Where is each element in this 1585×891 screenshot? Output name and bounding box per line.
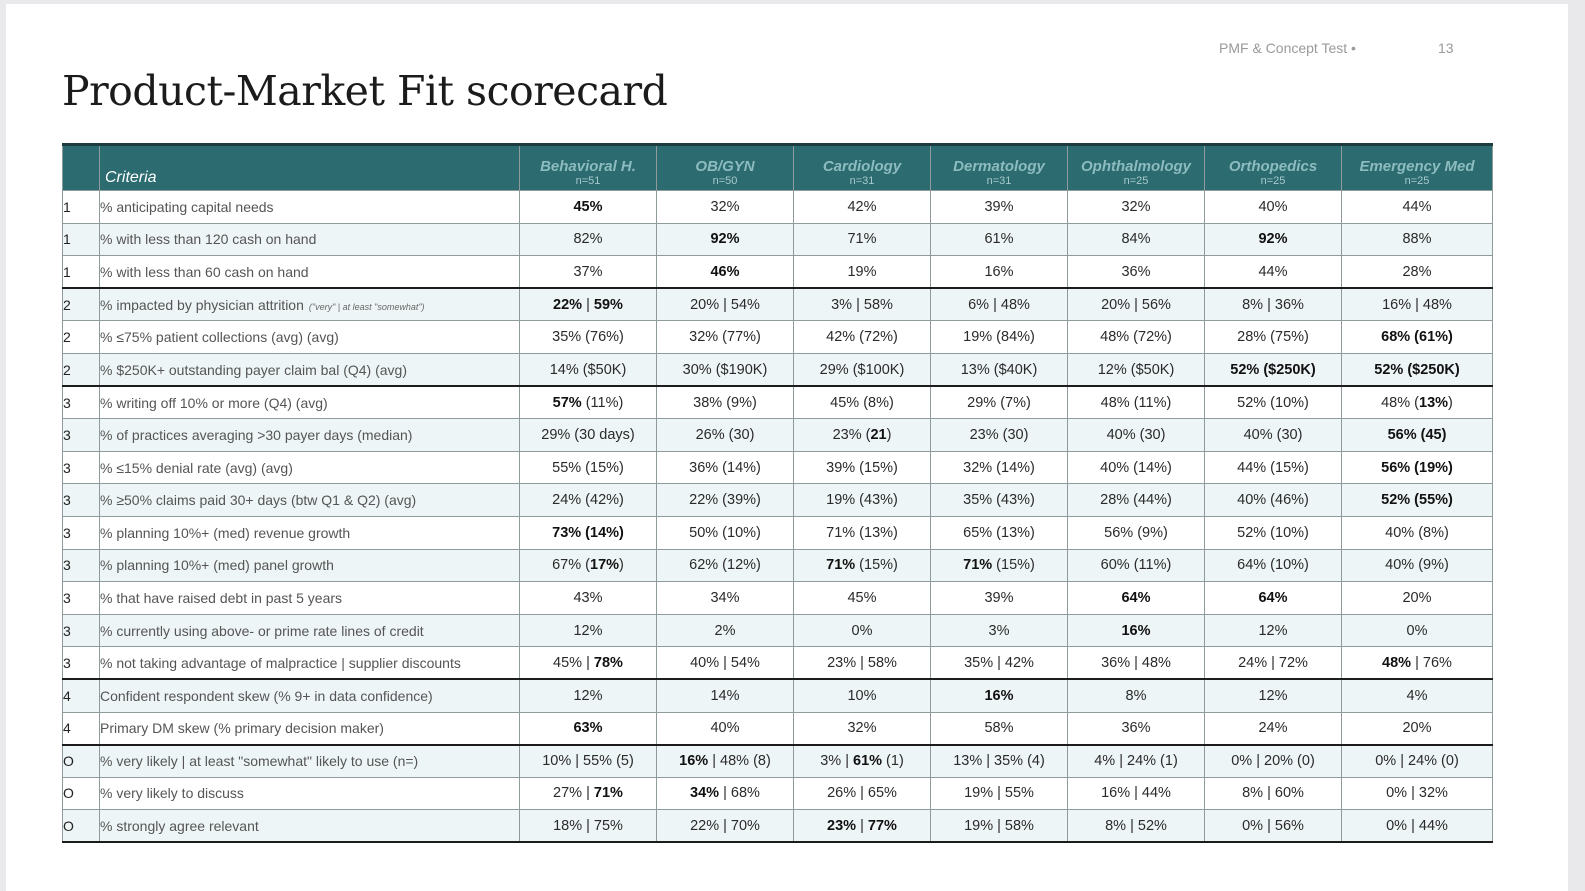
value-cell: 8% | 36% bbox=[1205, 288, 1342, 321]
value-cell: 40% (9%) bbox=[1342, 549, 1493, 582]
sample-size: n=50 bbox=[712, 175, 738, 187]
table-row bbox=[63, 712, 1493, 745]
value-cell: 45% bbox=[794, 582, 931, 615]
value-cell: 0% | 24% (0) bbox=[1342, 745, 1493, 778]
sample-size: n=25 bbox=[1404, 175, 1430, 187]
criteria-cell bbox=[100, 256, 520, 289]
criteria-cell bbox=[100, 321, 520, 354]
value-cell: 16% bbox=[1068, 614, 1205, 647]
value-cell: 20% | 56% bbox=[1068, 288, 1205, 321]
value-cell: 43% bbox=[520, 582, 657, 615]
value-cell: 13% ($40K) bbox=[931, 353, 1068, 386]
value-cell: 20% bbox=[1342, 582, 1493, 615]
criteria-text: % of practices averaging >30 payer days (median) bbox=[100, 426, 413, 443]
group-cell: 4 bbox=[63, 679, 100, 712]
value-cell: 32% bbox=[657, 191, 794, 224]
value-cell: 10% bbox=[794, 679, 931, 712]
value-cell: 92% bbox=[1205, 223, 1342, 256]
value-cell: 36% (14%) bbox=[657, 451, 794, 484]
value-cell: 52% (10%) bbox=[1205, 386, 1342, 419]
table-row bbox=[63, 679, 1493, 712]
value-cell: 84% bbox=[1068, 223, 1205, 256]
value-cell: 0% | 20% (0) bbox=[1205, 745, 1342, 778]
value-cell: 40% (8%) bbox=[1342, 516, 1493, 549]
value-cell: 0% | 44% bbox=[1342, 810, 1493, 843]
sample-size: n=25 bbox=[1123, 175, 1149, 187]
value-cell: 22% | 70% bbox=[657, 810, 794, 843]
value-cell: 12% bbox=[520, 614, 657, 647]
table-row bbox=[63, 256, 1493, 289]
value-cell: 8% | 52% bbox=[1068, 810, 1205, 843]
group-cell: 3 bbox=[63, 516, 100, 549]
sample-size: n=51 bbox=[575, 175, 601, 187]
criteria-cell bbox=[100, 582, 520, 615]
value-cell: 23% | 58% bbox=[794, 647, 931, 680]
criteria-cell bbox=[100, 386, 520, 419]
value-cell: 40% (30) bbox=[1068, 419, 1205, 452]
value-cell: 35% (43%) bbox=[931, 484, 1068, 517]
criteria-cell bbox=[100, 679, 520, 712]
value-cell: 19% (84%) bbox=[931, 321, 1068, 354]
value-cell: 56% (9%) bbox=[1068, 516, 1205, 549]
value-cell: 67% (17%) bbox=[520, 549, 657, 582]
value-cell: 40% bbox=[657, 712, 794, 745]
value-cell: 56% (45) bbox=[1342, 419, 1493, 452]
value-cell: 0% bbox=[794, 614, 931, 647]
value-cell: 42% bbox=[794, 191, 931, 224]
criteria-cell bbox=[100, 777, 520, 810]
value-cell: 23% | 77% bbox=[794, 810, 931, 843]
value-cell: 71% (15%) bbox=[794, 549, 931, 582]
value-cell: 56% (19%) bbox=[1342, 451, 1493, 484]
table-row bbox=[63, 810, 1493, 843]
value-cell: 32% bbox=[1068, 191, 1205, 224]
table-header-row bbox=[63, 145, 1493, 191]
table-row bbox=[63, 288, 1493, 321]
value-cell: 35% | 42% bbox=[931, 647, 1068, 680]
value-cell: 46% bbox=[657, 256, 794, 289]
group-cell: 3 bbox=[63, 614, 100, 647]
value-cell: 4% | 24% (1) bbox=[1068, 745, 1205, 778]
value-cell: 62% (12%) bbox=[657, 549, 794, 582]
specialty-column-header bbox=[657, 145, 794, 191]
value-cell: 73% (14%) bbox=[520, 516, 657, 549]
specialty-column-header bbox=[1205, 145, 1342, 191]
group-cell: 3 bbox=[63, 484, 100, 517]
table-row bbox=[63, 777, 1493, 810]
value-cell: 32% (14%) bbox=[931, 451, 1068, 484]
value-cell: 16% | 44% bbox=[1068, 777, 1205, 810]
criteria-cell bbox=[100, 451, 520, 484]
value-cell: 12% bbox=[1205, 614, 1342, 647]
value-cell: 3% | 61% (1) bbox=[794, 745, 931, 778]
table-row bbox=[63, 353, 1493, 386]
value-cell: 36% bbox=[1068, 712, 1205, 745]
criteria-text: % $250K+ outstanding payer claim bal (Q4) (avg) bbox=[100, 361, 407, 378]
criteria-text: % currently using above- or prime rate lines of credit bbox=[100, 622, 424, 639]
group-cell: 1 bbox=[63, 223, 100, 256]
page-title: Product-Market Fit scorecard bbox=[62, 67, 668, 116]
value-cell: 29% (30 days) bbox=[520, 419, 657, 452]
value-cell: 82% bbox=[520, 223, 657, 256]
group-cell: 3 bbox=[63, 549, 100, 582]
value-cell: 22% (39%) bbox=[657, 484, 794, 517]
value-cell: 88% bbox=[1342, 223, 1493, 256]
value-cell: 14% ($50K) bbox=[520, 353, 657, 386]
value-cell: 18% | 75% bbox=[520, 810, 657, 843]
criteria-cell bbox=[100, 484, 520, 517]
criteria-text: % with less than 120 cash on hand bbox=[100, 231, 317, 248]
specialty-name: OB/GYN bbox=[695, 158, 755, 175]
criteria-cell bbox=[100, 223, 520, 256]
value-cell: 40% (14%) bbox=[1068, 451, 1205, 484]
value-cell: 42% (72%) bbox=[794, 321, 931, 354]
criteria-text: % that have raised debt in past 5 years bbox=[100, 589, 343, 606]
value-cell: 71% bbox=[794, 223, 931, 256]
value-cell: 39% bbox=[931, 191, 1068, 224]
value-cell: 32% (77%) bbox=[657, 321, 794, 354]
value-cell: 3% | 58% bbox=[794, 288, 931, 321]
value-cell: 13% | 35% (4) bbox=[931, 745, 1068, 778]
specialty-name: Ophthalmology bbox=[1081, 158, 1191, 175]
value-cell: 28% (44%) bbox=[1068, 484, 1205, 517]
value-cell: 16% | 48% (8) bbox=[657, 745, 794, 778]
value-cell: 30% ($190K) bbox=[657, 353, 794, 386]
value-cell: 16% bbox=[931, 679, 1068, 712]
group-cell: O bbox=[63, 745, 100, 778]
specialty-column-header bbox=[1068, 145, 1205, 191]
criteria-cell bbox=[100, 745, 520, 778]
value-cell: 19% | 58% bbox=[931, 810, 1068, 843]
criteria-cell bbox=[100, 647, 520, 680]
criteria-cell bbox=[100, 288, 520, 321]
criteria-column-header: Criteria bbox=[100, 145, 520, 191]
value-cell: 24% | 72% bbox=[1205, 647, 1342, 680]
value-cell: 40% | 54% bbox=[657, 647, 794, 680]
specialty-name: Emergency Med bbox=[1359, 158, 1475, 175]
table-row bbox=[63, 614, 1493, 647]
group-cell: 2 bbox=[63, 321, 100, 354]
value-cell: 35% (76%) bbox=[520, 321, 657, 354]
value-cell: 27% | 71% bbox=[520, 777, 657, 810]
value-cell: 40% bbox=[1205, 191, 1342, 224]
value-cell: 3% bbox=[931, 614, 1068, 647]
value-cell: 40% (46%) bbox=[1205, 484, 1342, 517]
slide bbox=[6, 4, 1568, 891]
value-cell: 71% (15%) bbox=[931, 549, 1068, 582]
value-cell: 24% (42%) bbox=[520, 484, 657, 517]
value-cell: 45% (8%) bbox=[794, 386, 931, 419]
criteria-cell bbox=[100, 614, 520, 647]
sample-size: n=25 bbox=[1260, 175, 1286, 187]
value-cell: 23% (21) bbox=[794, 419, 931, 452]
value-cell: 52% (55%) bbox=[1342, 484, 1493, 517]
page-number: 13 bbox=[1438, 40, 1454, 56]
table-row bbox=[63, 386, 1493, 419]
value-cell: 64% bbox=[1205, 582, 1342, 615]
specialty-name: Cardiology bbox=[822, 158, 902, 175]
specialty-name: Orthopedics bbox=[1228, 158, 1318, 175]
value-cell: 28% (75%) bbox=[1205, 321, 1342, 354]
value-cell: 50% (10%) bbox=[657, 516, 794, 549]
specialty-column-header bbox=[794, 145, 931, 191]
value-cell: 8% bbox=[1068, 679, 1205, 712]
specialty-name: Behavioral H. bbox=[540, 158, 636, 175]
value-cell: 0% | 32% bbox=[1342, 777, 1493, 810]
value-cell: 19% (43%) bbox=[794, 484, 931, 517]
table-row bbox=[63, 745, 1493, 778]
table-row bbox=[63, 549, 1493, 582]
value-cell: 19% bbox=[794, 256, 931, 289]
value-cell: 26% (30) bbox=[657, 419, 794, 452]
value-cell: 36% | 48% bbox=[1068, 647, 1205, 680]
criteria-cell bbox=[100, 419, 520, 452]
group-cell: O bbox=[63, 777, 100, 810]
value-cell: 60% (11%) bbox=[1068, 549, 1205, 582]
criteria-text: % planning 10%+ (med) revenue growth bbox=[100, 524, 351, 541]
criteria-cell bbox=[100, 191, 520, 224]
value-cell: 8% | 60% bbox=[1205, 777, 1342, 810]
criteria-text: Primary DM skew (% primary decision maker) bbox=[100, 720, 384, 737]
criteria-text: % impacted by physician attrition bbox=[100, 296, 304, 313]
value-cell: 45% | 78% bbox=[520, 647, 657, 680]
group-cell: 3 bbox=[63, 386, 100, 419]
value-cell: 38% (9%) bbox=[657, 386, 794, 419]
group-cell: 3 bbox=[63, 419, 100, 452]
group-cell: 3 bbox=[63, 582, 100, 615]
value-cell: 48% (13%) bbox=[1342, 386, 1493, 419]
group-cell: 3 bbox=[63, 451, 100, 484]
value-cell: 29% (7%) bbox=[931, 386, 1068, 419]
value-cell: 48% | 76% bbox=[1342, 647, 1493, 680]
table-row bbox=[63, 419, 1493, 452]
value-cell: 64% (10%) bbox=[1205, 549, 1342, 582]
criteria-cell bbox=[100, 549, 520, 582]
value-cell: 44% bbox=[1342, 191, 1493, 224]
value-cell: 16% bbox=[931, 256, 1068, 289]
value-cell: 12% bbox=[1205, 679, 1342, 712]
value-cell: 20% bbox=[1342, 712, 1493, 745]
value-cell: 39% (15%) bbox=[794, 451, 931, 484]
value-cell: 48% (11%) bbox=[1068, 386, 1205, 419]
value-cell: 12% bbox=[520, 679, 657, 712]
table-row bbox=[63, 582, 1493, 615]
criteria-text: % very likely to discuss bbox=[100, 785, 244, 802]
value-cell: 37% bbox=[520, 256, 657, 289]
sample-size: n=31 bbox=[986, 175, 1012, 187]
specialty-name: Dermatology bbox=[953, 158, 1045, 175]
value-cell: 36% bbox=[1068, 256, 1205, 289]
criteria-cell bbox=[100, 712, 520, 745]
criteria-text: % writing off 10% or more (Q4) (avg) bbox=[100, 394, 328, 411]
group-column-header bbox=[63, 145, 100, 191]
value-cell: 26% | 65% bbox=[794, 777, 931, 810]
value-cell: 58% bbox=[931, 712, 1068, 745]
value-cell: 32% bbox=[794, 712, 931, 745]
value-cell: 45% bbox=[520, 191, 657, 224]
value-cell: 68% (61%) bbox=[1342, 321, 1493, 354]
value-cell: 29% ($100K) bbox=[794, 353, 931, 386]
specialty-column-header bbox=[1342, 145, 1493, 191]
value-cell: 40% (30) bbox=[1205, 419, 1342, 452]
value-cell: 44% (15%) bbox=[1205, 451, 1342, 484]
group-cell: 4 bbox=[63, 712, 100, 745]
table-row bbox=[63, 223, 1493, 256]
value-cell: 55% (15%) bbox=[520, 451, 657, 484]
value-cell: 57% (11%) bbox=[520, 386, 657, 419]
value-cell: 61% bbox=[931, 223, 1068, 256]
table-body bbox=[63, 191, 1493, 843]
criteria-text: % ≤75% patient collections (avg) (avg) bbox=[100, 329, 339, 346]
value-cell: 2% bbox=[657, 614, 794, 647]
value-cell: 24% bbox=[1205, 712, 1342, 745]
value-cell: 22% | 59% bbox=[520, 288, 657, 321]
value-cell: 14% bbox=[657, 679, 794, 712]
table-row bbox=[63, 484, 1493, 517]
criteria-cell bbox=[100, 810, 520, 843]
value-cell: 48% (72%) bbox=[1068, 321, 1205, 354]
group-cell: 3 bbox=[63, 647, 100, 680]
criteria-text: % very likely | at least "somewhat" likely to use (n=) bbox=[100, 753, 419, 770]
value-cell: 44% bbox=[1205, 256, 1342, 289]
value-cell: 12% ($50K) bbox=[1068, 353, 1205, 386]
table-row bbox=[63, 647, 1493, 680]
sample-size: n=31 bbox=[849, 175, 875, 187]
value-cell: 28% bbox=[1342, 256, 1493, 289]
specialty-column-header bbox=[520, 145, 657, 191]
value-cell: 52% ($250K) bbox=[1205, 353, 1342, 386]
criteria-text: % with less than 60 cash on hand bbox=[100, 263, 309, 280]
group-cell: O bbox=[63, 810, 100, 843]
group-cell: 1 bbox=[63, 256, 100, 289]
value-cell: 34% | 68% bbox=[657, 777, 794, 810]
value-cell: 39% bbox=[931, 582, 1068, 615]
value-cell: 0% | 56% bbox=[1205, 810, 1342, 843]
value-cell: 20% | 54% bbox=[657, 288, 794, 321]
value-cell: 63% bbox=[520, 712, 657, 745]
value-cell: 4% bbox=[1342, 679, 1493, 712]
table-row bbox=[63, 516, 1493, 549]
table-row bbox=[63, 191, 1493, 224]
criteria-text: Confident respondent skew (% 9+ in data confidence) bbox=[100, 687, 433, 704]
value-cell: 64% bbox=[1068, 582, 1205, 615]
criteria-text: % ≤15% denial rate (avg) (avg) bbox=[100, 459, 293, 476]
value-cell: 0% bbox=[1342, 614, 1493, 647]
criteria-text: % strongly agree relevant bbox=[100, 817, 259, 834]
value-cell: 52% ($250K) bbox=[1342, 353, 1493, 386]
criteria-cell bbox=[100, 353, 520, 386]
scorecard-table bbox=[62, 143, 1493, 843]
criteria-text: % planning 10%+ (med) panel growth bbox=[100, 557, 334, 574]
value-cell: 19% | 55% bbox=[931, 777, 1068, 810]
specialty-column-header bbox=[931, 145, 1068, 191]
group-cell: 1 bbox=[63, 191, 100, 224]
table-row bbox=[63, 451, 1493, 484]
value-cell: 34% bbox=[657, 582, 794, 615]
value-cell: 52% (10%) bbox=[1205, 516, 1342, 549]
criteria-text: % not taking advantage of malpractice | supplier discounts bbox=[100, 654, 461, 671]
criteria-text: % anticipating capital needs bbox=[100, 198, 274, 215]
criteria-note: ("very" | at least "somewhat") bbox=[308, 301, 425, 312]
criteria-cell bbox=[100, 516, 520, 549]
table-row bbox=[63, 321, 1493, 354]
value-cell: 23% (30) bbox=[931, 419, 1068, 452]
criteria-text: % ≥50% claims paid 30+ days (btw Q1 & Q2) (avg) bbox=[100, 492, 417, 509]
value-cell: 16% | 48% bbox=[1342, 288, 1493, 321]
group-cell: 2 bbox=[63, 288, 100, 321]
value-cell: 10% | 55% (5) bbox=[520, 745, 657, 778]
value-cell: 92% bbox=[657, 223, 794, 256]
group-cell: 2 bbox=[63, 353, 100, 386]
deck-label: PMF & Concept Test • bbox=[1219, 40, 1356, 56]
value-cell: 6% | 48% bbox=[931, 288, 1068, 321]
value-cell: 71% (13%) bbox=[794, 516, 931, 549]
value-cell: 65% (13%) bbox=[931, 516, 1068, 549]
